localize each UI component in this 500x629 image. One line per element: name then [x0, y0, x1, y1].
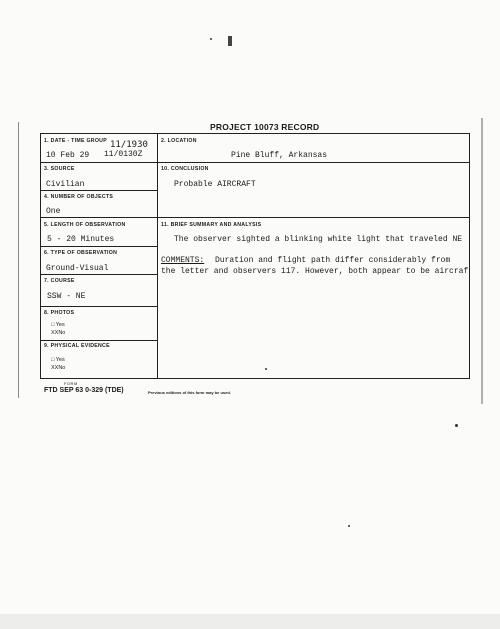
row-divider — [41, 217, 469, 218]
location-value: Pine Bluff, Arkansas — [231, 151, 328, 160]
summary-text: The observer sighted a blinking white light that traveled NE — [174, 235, 463, 244]
objects-label: 4. NUMBER OF OBJECTS — [44, 194, 114, 200]
length-label: 5. LENGTH OF OBSERVATION — [44, 222, 126, 228]
row-divider — [41, 306, 157, 307]
record-form — [40, 133, 470, 379]
scan-speck — [265, 368, 267, 370]
scan-bottom-edge — [0, 614, 500, 629]
form-word: FORM — [64, 381, 78, 386]
record-title: PROJECT 10073 RECORD — [210, 122, 320, 132]
physical-yes-option: □ Yes — [51, 357, 65, 363]
type-label: 6. TYPE OF OBSERVATION — [44, 250, 118, 256]
type-value: Ground-Visual — [46, 264, 109, 273]
source-value: Civilian — [46, 180, 85, 189]
row-divider — [41, 162, 469, 163]
paper-edge-left — [18, 122, 19, 398]
photos-yes-option: □ Yes — [51, 322, 65, 328]
row-divider — [41, 246, 157, 247]
physical-evidence-label: 9. PHYSICAL EVIDENCE — [44, 343, 110, 349]
date-time-label: 1. DATE - TIME GROUP — [44, 138, 107, 144]
location-label: 2. LOCATION — [161, 138, 197, 144]
course-label: 7. COURSE — [44, 278, 75, 284]
comments-label: COMMENTS: — [161, 256, 205, 265]
course-value: SSW - NE — [47, 292, 86, 301]
conclusion-label: 10. CONCLUSION — [161, 166, 209, 172]
objects-value: One — [46, 207, 61, 216]
length-value: 5 - 20 Minutes — [47, 235, 115, 244]
physical-no-option: XXNo — [51, 365, 66, 371]
row-divider — [41, 190, 157, 191]
summary-label: 11. BRIEF SUMMARY AND ANALYSIS — [161, 222, 262, 228]
comments-line-1: Duration and flight path differ considerably from — [215, 256, 451, 265]
form-id: FTD SEP 63 0-329 (TDE) — [44, 387, 124, 394]
conclusion-value: Probable AIRCRAFT — [174, 180, 256, 189]
date-handwritten: 11/1930 — [110, 140, 148, 150]
comments-line-2: the letter and observers 117. However, both appear to be aircraf — [161, 267, 469, 276]
scan-speck — [348, 525, 350, 527]
time-value: 11/0130Z — [104, 150, 143, 159]
photos-label: 8. PHOTOS — [44, 310, 75, 316]
column-divider — [157, 134, 158, 378]
scan-speck — [455, 424, 458, 427]
date-value: 10 Feb 29 — [46, 151, 90, 160]
scan-mark — [210, 38, 212, 40]
form-note: Previous editions of this form may be used. — [148, 390, 231, 395]
paper-edge-right — [481, 118, 483, 404]
source-label: 3. SOURCE — [44, 166, 75, 172]
row-divider — [41, 274, 157, 275]
scan-mark — [228, 36, 232, 46]
row-divider — [41, 340, 157, 341]
photos-no-option: XXNo — [51, 330, 66, 336]
